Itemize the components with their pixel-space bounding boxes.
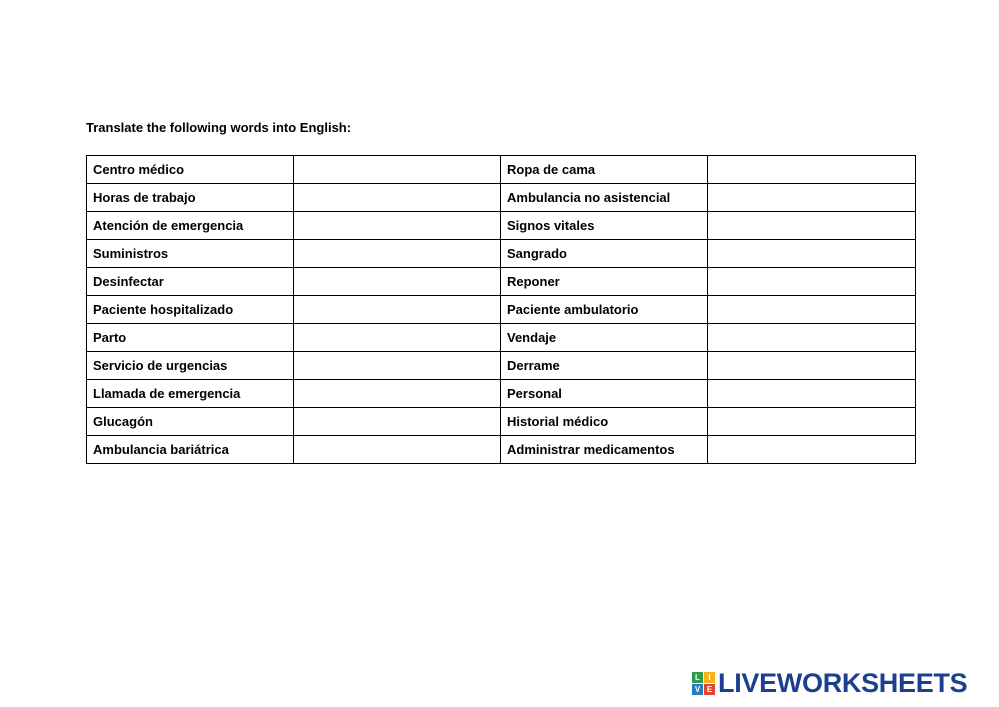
logo-tile-l: L	[692, 672, 703, 683]
answer-cell-right	[708, 436, 916, 464]
spanish-term-right: Ambulancia no asistencial	[501, 184, 708, 212]
spanish-term-left: Llamada de emergencia	[87, 380, 294, 408]
answer-cell-left	[294, 184, 501, 212]
table-row	[87, 184, 916, 212]
spanish-term-left: Glucagón	[87, 408, 294, 436]
translation-input-left[interactable]	[294, 324, 500, 351]
spanish-term-right: Derrame	[501, 352, 708, 380]
spanish-term-left: Suministros	[87, 240, 294, 268]
vocabulary-table	[86, 155, 916, 464]
answer-cell-left	[294, 408, 501, 436]
translation-input-right[interactable]	[708, 408, 915, 435]
answer-cell-right	[708, 408, 916, 436]
spanish-term-left: Parto	[87, 324, 294, 352]
answer-cell-right	[708, 240, 916, 268]
translation-input-left[interactable]	[294, 212, 500, 239]
translation-input-right[interactable]	[708, 436, 915, 463]
answer-cell-left	[294, 212, 501, 240]
translation-input-left[interactable]	[294, 156, 500, 183]
translation-input-right[interactable]	[708, 324, 915, 351]
table-row	[87, 296, 916, 324]
table-row	[87, 324, 916, 352]
instruction-heading: Translate the following words into English:	[86, 120, 352, 135]
spanish-term-left: Atención de emergencia	[87, 212, 294, 240]
logo-tile-i: I	[704, 672, 715, 683]
answer-cell-left	[294, 296, 501, 324]
logo-tile-v: V	[692, 684, 703, 695]
logo-mark-icon	[692, 672, 715, 695]
table-row	[87, 352, 916, 380]
logo-tile-e: E	[704, 684, 715, 695]
spanish-term-right: Signos vitales	[501, 212, 708, 240]
translation-input-right[interactable]	[708, 240, 915, 267]
translation-input-right[interactable]	[708, 352, 915, 379]
translation-input-right[interactable]	[708, 212, 915, 239]
answer-cell-right	[708, 380, 916, 408]
translation-input-left[interactable]	[294, 352, 500, 379]
table-row	[87, 268, 916, 296]
answer-cell-left	[294, 352, 501, 380]
spanish-term-right: Paciente ambulatorio	[501, 296, 708, 324]
table-row	[87, 156, 916, 184]
spanish-term-right: Sangrado	[501, 240, 708, 268]
table-row	[87, 380, 916, 408]
translation-input-right[interactable]	[708, 156, 915, 183]
spanish-term-right: Personal	[501, 380, 708, 408]
spanish-term-left: Desinfectar	[87, 268, 294, 296]
answer-cell-left	[294, 436, 501, 464]
answer-cell-right	[708, 268, 916, 296]
answer-cell-left	[294, 324, 501, 352]
translation-input-right[interactable]	[708, 184, 915, 211]
answer-cell-left	[294, 240, 501, 268]
spanish-term-left: Horas de trabajo	[87, 184, 294, 212]
spanish-term-left: Centro médico	[87, 156, 294, 184]
table-row	[87, 408, 916, 436]
spanish-term-right: Administrar medicamentos	[501, 436, 708, 464]
translation-input-left[interactable]	[294, 380, 500, 407]
spanish-term-right: Historial médico	[501, 408, 708, 436]
answer-cell-left	[294, 156, 501, 184]
translation-input-left[interactable]	[294, 408, 500, 435]
spanish-term-left: Ambulancia bariátrica	[87, 436, 294, 464]
answer-cell-right	[708, 156, 916, 184]
answer-cell-right	[708, 352, 916, 380]
translation-input-left[interactable]	[294, 268, 500, 295]
spanish-term-right: Vendaje	[501, 324, 708, 352]
answer-cell-right	[708, 296, 916, 324]
translation-input-right[interactable]	[708, 268, 915, 295]
translation-input-left[interactable]	[294, 184, 500, 211]
answer-cell-right	[708, 324, 916, 352]
spanish-term-left: Servicio de urgencias	[87, 352, 294, 380]
spanish-term-right: Reponer	[501, 268, 708, 296]
answer-cell-right	[708, 212, 916, 240]
translation-input-right[interactable]	[708, 296, 915, 323]
spanish-term-right: Ropa de cama	[501, 156, 708, 184]
translation-input-left[interactable]	[294, 436, 500, 463]
spanish-term-left: Paciente hospitalizado	[87, 296, 294, 324]
liveworksheets-logo	[692, 668, 968, 698]
translation-input-left[interactable]	[294, 240, 500, 267]
logo-wordmark: LIVEWORKSHEETS	[718, 668, 968, 698]
translation-input-right[interactable]	[708, 380, 915, 407]
table-row	[87, 212, 916, 240]
table-row	[87, 240, 916, 268]
translation-input-left[interactable]	[294, 296, 500, 323]
answer-cell-right	[708, 184, 916, 212]
answer-cell-left	[294, 380, 501, 408]
answer-cell-left	[294, 268, 501, 296]
table-row	[87, 436, 916, 464]
